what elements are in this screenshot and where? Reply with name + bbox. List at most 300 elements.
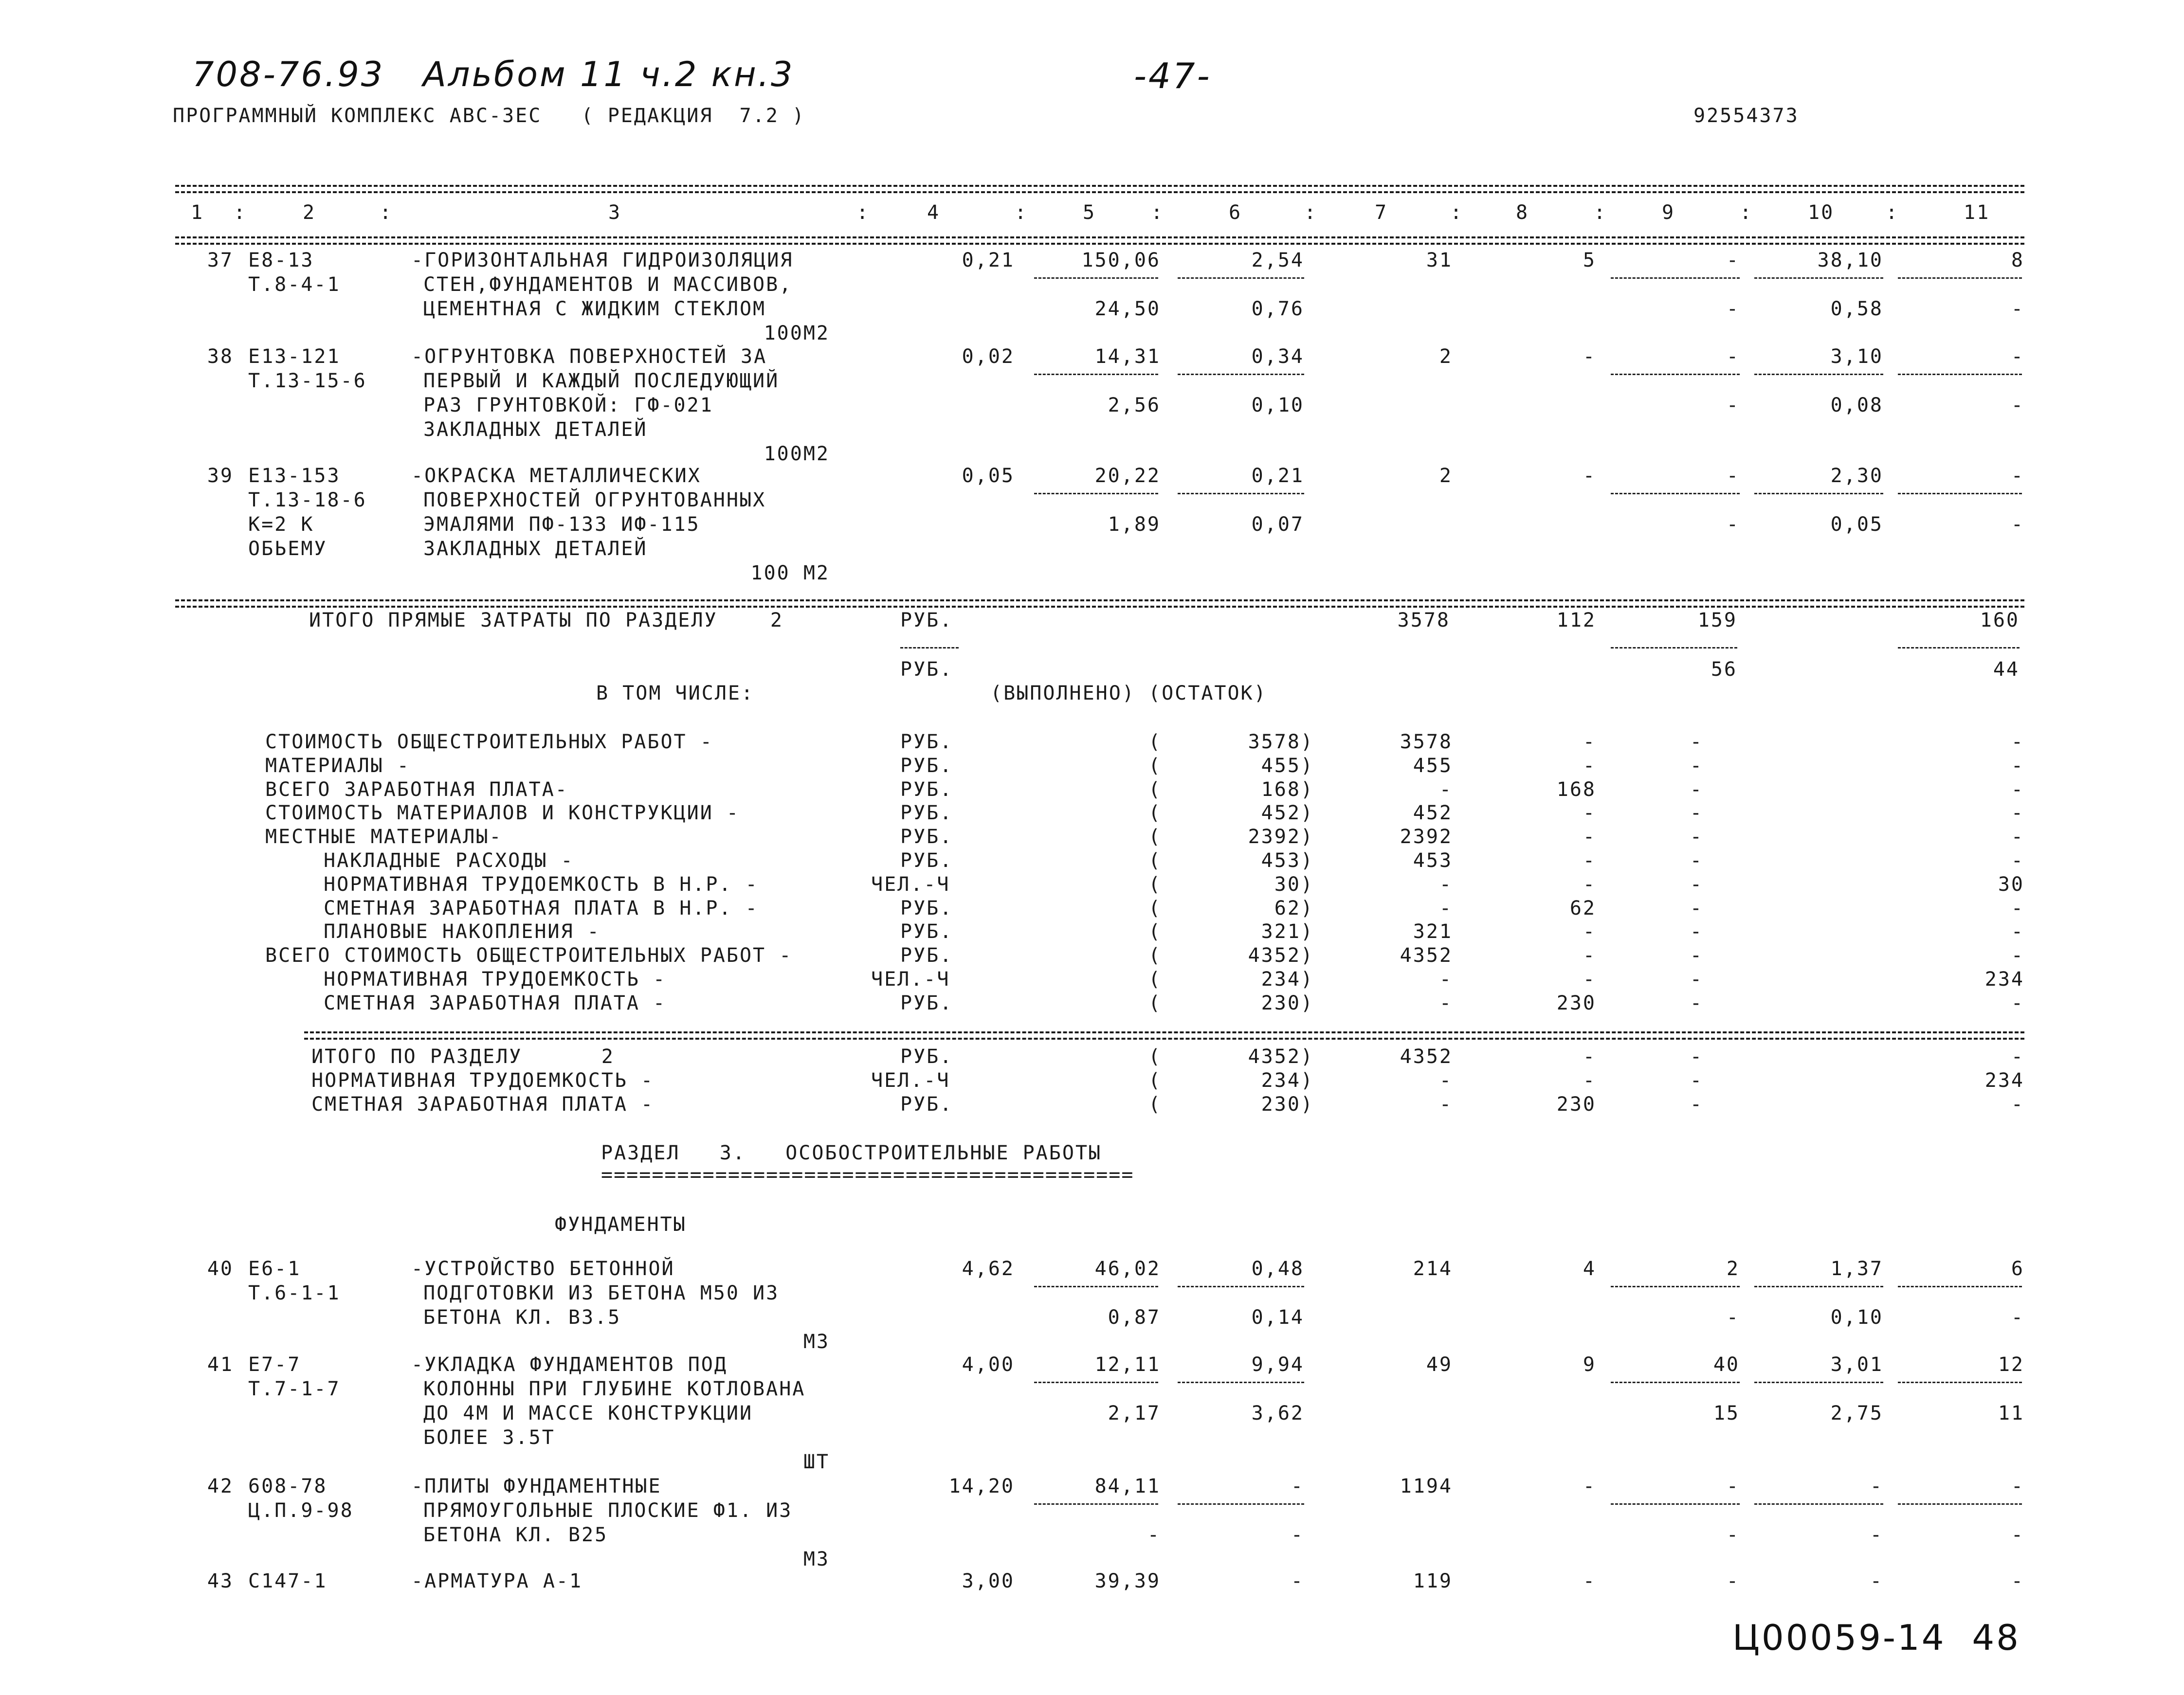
open-paren: ( xyxy=(1148,944,1162,967)
section-total-label: НОРМАТИВНАЯ ТРУДОЕМКОСТЬ - xyxy=(311,1069,655,1092)
item-value-c9: - xyxy=(1726,249,1740,271)
item-value-c9: 40 xyxy=(1713,1353,1740,1376)
section-total-col11: - xyxy=(2011,1093,2024,1116)
breakdown-col11: - xyxy=(2011,944,2024,967)
item-value-c9b: 15 xyxy=(1713,1402,1740,1425)
breakdown-unit: РУБ. xyxy=(900,802,953,824)
open-paren: ( xyxy=(1148,778,1162,801)
item-reference: Т.8-4-1 xyxy=(248,273,341,296)
item-value-c11: - xyxy=(2011,465,2024,487)
item-sub-rule-c6 xyxy=(1178,493,1304,494)
item-description: -ОКРАСКА МЕТАЛЛИЧЕСКИХ xyxy=(411,465,701,487)
breakdown-col7: 3578 xyxy=(1400,731,1453,753)
item-value-c5: 20,22 xyxy=(1094,465,1161,487)
column-header-cell: : xyxy=(1886,201,1899,224)
breakdown-done-value: 4352) xyxy=(1248,944,1314,967)
breakdown-col7: 455 xyxy=(1413,755,1453,777)
item-value-c6: 0,21 xyxy=(1251,465,1304,487)
section-total-col7: - xyxy=(1439,1069,1453,1092)
direct-costs-unit: РУБ. xyxy=(900,609,953,631)
item-value-c5b: 1,89 xyxy=(1108,513,1161,536)
breakdown-col9: - xyxy=(1690,849,1703,872)
breakdown-col9: - xyxy=(1690,778,1703,801)
breakdown-done-value: 30) xyxy=(1274,873,1314,896)
item-unit: 100 М2 xyxy=(750,562,830,584)
breakdown-done-value: 62) xyxy=(1274,897,1314,920)
item-sub-rule-c11 xyxy=(1898,277,2022,279)
breakdown-col9: - xyxy=(1690,755,1703,777)
item-sub-rule-c6 xyxy=(1178,1382,1304,1383)
item-number: 37 xyxy=(207,249,234,271)
section-total-done-value: 230) xyxy=(1261,1093,1314,1116)
breakdown-col8: 168 xyxy=(1556,778,1596,801)
breakdown-unit: ЧЕЛ.-Ч xyxy=(871,968,950,991)
breakdown-done-value: 452) xyxy=(1261,802,1314,824)
item-reference: Т.13-18-6 xyxy=(248,489,367,511)
breakdown-unit: РУБ. xyxy=(900,755,953,777)
item-code: Е13-153 xyxy=(248,465,341,487)
item-value-c7: 1194 xyxy=(1400,1475,1453,1497)
column-header-cell: : xyxy=(1151,201,1165,224)
item-value-c5b: 2,56 xyxy=(1108,394,1161,416)
breakdown-unit: РУБ. xyxy=(900,944,953,967)
section-total-col8: - xyxy=(1583,1046,1596,1068)
item-sub-rule-c9 xyxy=(1611,493,1740,494)
breakdown-col11: - xyxy=(2011,755,2024,777)
breakdown-col8: 230 xyxy=(1556,992,1596,1014)
item-value-c6: 2,54 xyxy=(1251,249,1304,271)
direct-costs-col11b: 44 xyxy=(1993,658,2020,681)
item-description: ЗАКЛАДНЫХ ДЕТАЛЕЙ xyxy=(423,418,648,441)
column-header-cell: 2 xyxy=(303,201,316,224)
breakdown-unit: ЧЕЛ.-Ч xyxy=(871,873,950,896)
item-value-c7: 119 xyxy=(1413,1570,1453,1592)
item-value-c7: 31 xyxy=(1426,249,1453,271)
item-value-c5: 150,06 xyxy=(1081,249,1161,271)
item-value-c7: 49 xyxy=(1426,1353,1453,1376)
item-value-c6: - xyxy=(1291,1570,1304,1592)
breakdown-unit: РУБ. xyxy=(900,778,953,801)
section-total-col11: 234 xyxy=(1984,1069,2024,1092)
item-value-c4: 4,00 xyxy=(962,1353,1015,1376)
item-value-c6: 0,48 xyxy=(1251,1258,1304,1280)
column-header-cell: 7 xyxy=(1375,201,1388,224)
item-number: 41 xyxy=(207,1353,234,1376)
column-header-cell: 4 xyxy=(927,201,941,224)
breakdown-col11: - xyxy=(2011,731,2024,753)
item-value-c11: - xyxy=(2011,1570,2024,1592)
column-header-cell: : xyxy=(1304,201,1318,224)
breakdown-unit: РУБ. xyxy=(900,920,953,943)
column-header-cell: : xyxy=(380,201,393,224)
item-value-c5b: 0,87 xyxy=(1108,1306,1161,1329)
breakdown-col9: - xyxy=(1690,944,1703,967)
breakdown-label: СТОИМОСТЬ ОБЩЕСТРОИТЕЛЬНЫХ РАБОТ - xyxy=(265,731,713,753)
breakdown-col7: 453 xyxy=(1413,849,1453,872)
breakdown-done-value: 230) xyxy=(1261,992,1314,1014)
item-reference: Т.6-1-1 xyxy=(248,1282,341,1304)
item-reference: Ц.П.9-98 xyxy=(248,1499,354,1522)
breakdown-col7: 452 xyxy=(1413,802,1453,824)
item-value-c7: 2 xyxy=(1439,465,1453,487)
item-value-c8: 5 xyxy=(1583,249,1596,271)
breakdown-unit: РУБ. xyxy=(900,992,953,1014)
breakdown-done-value: 234) xyxy=(1261,968,1314,991)
item-value-c8: - xyxy=(1583,1570,1596,1592)
section-3-underline: ========================================== xyxy=(601,1164,1134,1186)
breakdown-unit: РУБ. xyxy=(900,897,953,920)
open-paren: ( xyxy=(1148,1093,1162,1116)
section-total-final-rule-2 xyxy=(304,1038,2024,1040)
item-value-c10b: 2,75 xyxy=(1830,1402,1883,1425)
breakdown-col8: - xyxy=(1583,731,1596,753)
item-value-c6: 0,34 xyxy=(1251,345,1304,368)
column-header-rule xyxy=(175,236,2024,238)
item-description: КОЛОННЫ ПРИ ГЛУБИНЕ КОТЛОВАНА xyxy=(423,1378,806,1400)
breakdown-col9: - xyxy=(1690,873,1703,896)
item-value-c10: 3,01 xyxy=(1830,1353,1883,1376)
item-value-c9: - xyxy=(1726,465,1740,487)
item-sub-rule-c5 xyxy=(1034,374,1158,375)
section-total-col11: - xyxy=(2011,1046,2024,1068)
item-value-c6b: 0,10 xyxy=(1251,394,1304,416)
page-number-mark: -47- xyxy=(1134,55,1212,96)
item-value-c10: - xyxy=(1870,1475,1883,1497)
item-description: СТЕН,ФУНДАМЕНТОВ И МАССИВОВ, xyxy=(423,273,793,296)
item-value-c11: 12 xyxy=(1998,1353,2024,1376)
column-header-cell: : xyxy=(1594,201,1607,224)
item-description: ЦЕМЕНТНАЯ С ЖИДКИМ СТЕКЛОМ xyxy=(423,298,766,320)
item-code: Е13-121 xyxy=(248,345,341,368)
item-value-c4: 3,00 xyxy=(962,1570,1015,1592)
handwritten-album-note: 708-76.93 Альбом 11 ч.2 кн.3 xyxy=(192,54,795,94)
breakdown-col11: - xyxy=(2011,992,2024,1014)
section-total-unit: РУБ. xyxy=(900,1093,953,1116)
item-sub-rule-c10 xyxy=(1754,1503,1883,1505)
item-value-c10b: 0,10 xyxy=(1830,1306,1883,1329)
item-sub-rule-c9 xyxy=(1611,374,1740,375)
section-total-done-value: 234) xyxy=(1261,1069,1314,1092)
including-label: В ТОМ ЧИСЛЕ: xyxy=(596,682,754,704)
item-number: 42 xyxy=(207,1475,234,1497)
item-description: БЕТОНА КЛ. В3.5 xyxy=(423,1306,621,1329)
breakdown-col9: - xyxy=(1690,802,1703,824)
item-unit: ШТ xyxy=(803,1451,830,1473)
breakdown-col8: - xyxy=(1583,802,1596,824)
open-paren: ( xyxy=(1148,873,1162,896)
item-sub-rule-c6 xyxy=(1178,277,1304,279)
item-value-c5b: - xyxy=(1147,1524,1161,1546)
item-value-c6b: - xyxy=(1291,1524,1304,1546)
open-paren: ( xyxy=(1148,992,1162,1014)
direct-costs-col7: 3578 xyxy=(1397,609,1450,631)
item-description: -УСТРОЙСТВО БЕТОННОЙ xyxy=(411,1258,675,1280)
breakdown-col8: - xyxy=(1583,849,1596,872)
section-total-rule-2 xyxy=(175,606,2024,608)
breakdown-col11: - xyxy=(2011,849,2024,872)
item-value-c5: 12,11 xyxy=(1094,1353,1161,1376)
item-value-c11b: 11 xyxy=(1998,1402,2024,1425)
breakdown-col9: - xyxy=(1690,968,1703,991)
item-value-c6: - xyxy=(1291,1475,1304,1497)
item-value-c5b: 2,17 xyxy=(1108,1402,1161,1425)
direct-costs-col9b: 56 xyxy=(1711,658,1737,681)
item-value-c8: 9 xyxy=(1583,1353,1596,1376)
breakdown-label: СМЕТНАЯ ЗАРАБОТНАЯ ПЛАТА - xyxy=(324,992,667,1014)
item-description: -ГОРИЗОНТАЛЬНАЯ ГИДРОИЗОЛЯЦИЯ xyxy=(411,249,794,271)
item-sub-rule-c11 xyxy=(1898,1382,2022,1383)
breakdown-col9: - xyxy=(1690,897,1703,920)
item-value-c9b: - xyxy=(1726,394,1740,416)
item-value-c9b: - xyxy=(1726,298,1740,320)
item-sub-rule-c5 xyxy=(1034,1382,1158,1383)
item-value-c9: - xyxy=(1726,1570,1740,1592)
item-sub-rule-c6 xyxy=(1178,374,1304,375)
direct-costs-col9: 159 xyxy=(1697,609,1737,631)
item-value-c7: 2 xyxy=(1439,345,1453,368)
breakdown-unit: РУБ. xyxy=(900,731,953,753)
column-header-cell: 6 xyxy=(1229,201,1242,224)
direct-costs-sub-rule-unit xyxy=(900,647,959,649)
column-header-cell: : xyxy=(234,201,247,224)
section-total-col9: - xyxy=(1690,1046,1703,1068)
done-remaining-header: (ВЫПОЛНЕНО) (ОСТАТОК) xyxy=(990,682,1267,704)
breakdown-label: МЕСТНЫЕ МАТЕРИАЛЫ- xyxy=(265,826,503,848)
item-value-c11b: - xyxy=(2011,394,2024,416)
section-total-col8: - xyxy=(1583,1069,1596,1092)
item-number: 40 xyxy=(207,1258,234,1280)
item-value-c10b: 0,05 xyxy=(1830,513,1883,536)
item-value-c4: 4,62 xyxy=(962,1258,1015,1280)
item-value-c10b: - xyxy=(1870,1524,1883,1546)
open-paren: ( xyxy=(1148,849,1162,872)
item-value-c5: 14,31 xyxy=(1094,345,1161,368)
column-header-cell: 8 xyxy=(1516,201,1529,224)
breakdown-col11: 234 xyxy=(1984,968,2024,991)
breakdown-label: НАКЛАДНЫЕ РАСХОДЫ - xyxy=(324,849,574,872)
item-description: ПОДГОТОВКИ ИЗ БЕТОНА М50 ИЗ xyxy=(423,1282,780,1304)
item-value-c9: - xyxy=(1726,1475,1740,1497)
breakdown-label: МАТЕРИАЛЫ - xyxy=(265,755,410,777)
item-value-c6b: 0,07 xyxy=(1251,513,1304,536)
item-reference: ОБЬЕМУ xyxy=(248,538,328,560)
column-header-cell: 9 xyxy=(1662,201,1675,224)
item-reference: Т.13-15-6 xyxy=(248,370,367,392)
item-sub-rule-c6 xyxy=(1178,1503,1304,1505)
column-header-cell: : xyxy=(1740,201,1753,224)
item-value-c9: - xyxy=(1726,345,1740,368)
breakdown-col11: - xyxy=(2011,920,2024,943)
breakdown-done-value: 3578) xyxy=(1248,731,1314,753)
item-value-c8: 4 xyxy=(1583,1258,1596,1280)
item-sub-rule-c11 xyxy=(1898,374,2022,375)
item-value-c6b: 0,76 xyxy=(1251,298,1304,320)
item-description: ЭМАЛЯМИ ПФ-133 ИФ-115 xyxy=(423,513,700,536)
item-description: БОЛЕЕ 3.5Т xyxy=(423,1426,555,1449)
direct-costs-unit-2: РУБ. xyxy=(900,658,953,681)
breakdown-done-value: 455) xyxy=(1261,755,1314,777)
column-header-cell: 3 xyxy=(608,201,622,224)
section-total-label: СМЕТНАЯ ЗАРАБОТНАЯ ПЛАТА - xyxy=(311,1093,655,1116)
item-sub-rule-c9 xyxy=(1611,1382,1740,1383)
open-paren: ( xyxy=(1148,826,1162,848)
item-value-c11b: - xyxy=(2011,298,2024,320)
item-value-c6b: 3,62 xyxy=(1251,1402,1304,1425)
direct-costs-total-label: ИТОГО ПРЯМЫЕ ЗАТРАТЫ ПО РАЗДЕЛУ 2 xyxy=(309,609,783,631)
item-description: РАЗ ГРУНТОВКОЙ: ГФ-021 xyxy=(423,394,713,416)
item-value-c9b: - xyxy=(1726,1524,1740,1546)
handwritten-footer-code: Ц00059-14 48 xyxy=(1732,1617,2020,1658)
breakdown-col7: - xyxy=(1439,992,1453,1014)
section-total-final-rule xyxy=(304,1031,2024,1033)
item-value-c5b: 24,50 xyxy=(1094,298,1161,320)
document-number: 92554373 xyxy=(1693,105,1799,127)
breakdown-col11: - xyxy=(2011,897,2024,920)
column-header-cell: 5 xyxy=(1083,201,1096,224)
column-header-cell: 11 xyxy=(1964,201,1990,224)
breakdown-col11: - xyxy=(2011,802,2024,824)
item-code: Е7-7 xyxy=(248,1353,301,1376)
item-sub-rule-c10 xyxy=(1754,493,1883,494)
item-reference: К=2 К xyxy=(248,513,314,536)
item-sub-rule-c5 xyxy=(1034,277,1158,279)
item-value-c4: 14,20 xyxy=(948,1475,1015,1497)
column-header-cell: : xyxy=(856,201,870,224)
item-description: ПОВЕРХНОСТЕЙ ОГРУНТОВАННЫХ xyxy=(423,489,766,511)
item-value-c5: 84,11 xyxy=(1094,1475,1161,1497)
breakdown-col7: 321 xyxy=(1413,920,1453,943)
item-value-c10: 3,10 xyxy=(1830,345,1883,368)
open-paren: ( xyxy=(1148,920,1162,943)
item-sub-rule-c6 xyxy=(1178,1286,1304,1287)
open-paren: ( xyxy=(1148,1069,1162,1092)
breakdown-unit: РУБ. xyxy=(900,849,953,872)
item-unit: М3 xyxy=(803,1331,830,1353)
item-value-c4: 0,02 xyxy=(962,345,1015,368)
breakdown-label: НОРМАТИВНАЯ ТРУДОЕМКОСТЬ - xyxy=(324,968,667,991)
item-sub-rule-c11 xyxy=(1898,1286,2022,1287)
item-value-c4: 0,21 xyxy=(962,249,1015,271)
item-description: ЗАКЛАДНЫХ ДЕТАЛЕЙ xyxy=(423,538,648,560)
item-unit: 100М2 xyxy=(764,443,830,465)
item-value-c8: - xyxy=(1583,465,1596,487)
item-value-c11: - xyxy=(2011,1475,2024,1497)
item-description: -УКЛАДКА ФУНДАМЕНТОВ ПОД xyxy=(411,1353,728,1376)
item-value-c9b: - xyxy=(1726,513,1740,536)
breakdown-col8: - xyxy=(1583,968,1596,991)
section-total-col7: 4352 xyxy=(1400,1046,1453,1068)
item-sub-rule-c11 xyxy=(1898,493,2022,494)
item-code: Е8-13 xyxy=(248,249,314,271)
item-value-c11: - xyxy=(2011,345,2024,368)
breakdown-label: НОРМАТИВНАЯ ТРУДОЕМКОСТЬ В Н.Р. - xyxy=(324,873,759,896)
item-value-c7: 214 xyxy=(1413,1258,1453,1280)
item-value-c11b: - xyxy=(2011,1306,2024,1329)
item-value-c10: 2,30 xyxy=(1830,465,1883,487)
section-total-rule xyxy=(175,599,2024,601)
breakdown-label: СМЕТНАЯ ЗАРАБОТНАЯ ПЛАТА В Н.Р. - xyxy=(324,897,759,920)
breakdown-col7: - xyxy=(1439,968,1453,991)
breakdown-col8: - xyxy=(1583,944,1596,967)
breakdown-col8: - xyxy=(1583,920,1596,943)
open-paren: ( xyxy=(1148,897,1162,920)
section-3-subtitle: ФУНДАМЕНТЫ xyxy=(555,1213,687,1236)
item-value-c8: - xyxy=(1583,1475,1596,1497)
direct-costs-col11: 160 xyxy=(1980,609,2020,631)
item-value-c5: 46,02 xyxy=(1094,1258,1161,1280)
column-header-cell: 10 xyxy=(1808,201,1835,224)
open-paren: ( xyxy=(1148,1046,1162,1068)
breakdown-unit: РУБ. xyxy=(900,826,953,848)
breakdown-done-value: 321) xyxy=(1261,920,1314,943)
item-value-c6: 9,94 xyxy=(1251,1353,1304,1376)
open-paren: ( xyxy=(1148,968,1162,991)
open-paren: ( xyxy=(1148,802,1162,824)
item-value-c5: 39,39 xyxy=(1094,1570,1161,1592)
item-sub-rule-c9 xyxy=(1611,277,1740,279)
item-value-c9: 2 xyxy=(1726,1258,1740,1280)
item-value-c10: 1,37 xyxy=(1830,1258,1883,1280)
section-total-done-value: 4352) xyxy=(1248,1046,1314,1068)
table-top-rule xyxy=(175,185,2024,187)
item-description: ПЕРВЫЙ И КАЖДЫЙ ПОСЛЕДУЮЩИЙ xyxy=(423,370,780,392)
item-value-c10: 38,10 xyxy=(1817,249,1883,271)
item-value-c11b: - xyxy=(2011,513,2024,536)
item-sub-rule-c9 xyxy=(1611,1286,1740,1287)
item-sub-rule-c10 xyxy=(1754,1286,1883,1287)
program-title: ПРОГРАММНЫЙ КОМПЛЕКС АВС-ЗЕС ( РЕДАКЦИЯ 7.2 ) xyxy=(173,105,805,127)
direct-costs-sub-rule-c11 xyxy=(1898,647,2020,649)
breakdown-col9: - xyxy=(1690,826,1703,848)
breakdown-col11: - xyxy=(2011,826,2024,848)
item-value-c10: - xyxy=(1870,1570,1883,1592)
item-description: ДО 4М И МАССЕ КОНСТРУКЦИИ xyxy=(423,1402,753,1425)
item-value-c11b: - xyxy=(2011,1524,2024,1546)
column-header-rule-2 xyxy=(175,243,2024,245)
open-paren: ( xyxy=(1148,731,1162,753)
breakdown-col7: - xyxy=(1439,897,1453,920)
section-total-col9: - xyxy=(1690,1093,1703,1116)
section-total-unit: ЧЕЛ.-Ч xyxy=(871,1069,950,1092)
breakdown-col11: - xyxy=(2011,778,2024,801)
item-code: Е6-1 xyxy=(248,1258,301,1280)
section-total-unit: РУБ. xyxy=(900,1046,953,1068)
item-reference: Т.7-1-7 xyxy=(248,1378,341,1400)
section-total-label: ИТОГО ПО РАЗДЕЛУ 2 xyxy=(311,1046,615,1068)
item-value-c4: 0,05 xyxy=(962,465,1015,487)
item-description: -ПЛИТЫ ФУНДАМЕНТНЫЕ xyxy=(411,1475,662,1497)
column-header-cell: : xyxy=(1015,201,1028,224)
breakdown-col9: - xyxy=(1690,731,1703,753)
item-unit: М3 xyxy=(803,1548,830,1570)
item-sub-rule-c5 xyxy=(1034,493,1158,494)
item-code: С147-1 xyxy=(248,1570,328,1592)
column-header-cell: : xyxy=(1450,201,1464,224)
item-number: 38 xyxy=(207,345,234,368)
item-description: -АРМАТУРА А-1 xyxy=(411,1570,583,1592)
item-unit: 100М2 xyxy=(764,322,830,344)
breakdown-col7: 4352 xyxy=(1400,944,1453,967)
breakdown-col9: - xyxy=(1690,992,1703,1014)
breakdown-label: ВСЕГО ЗАРАБОТНАЯ ПЛАТА- xyxy=(265,778,568,801)
item-value-c6b: 0,14 xyxy=(1251,1306,1304,1329)
breakdown-label: СТОИМОСТЬ МАТЕРИАЛОВ И КОНСТРУКЦИИ - xyxy=(265,802,740,824)
item-description: БЕТОНА КЛ. В25 xyxy=(423,1524,608,1546)
breakdown-col11: 30 xyxy=(1998,873,2024,896)
breakdown-col7: 2392 xyxy=(1400,826,1453,848)
section-total-col8: 230 xyxy=(1556,1093,1596,1116)
table-top-rule-2 xyxy=(175,191,2024,193)
